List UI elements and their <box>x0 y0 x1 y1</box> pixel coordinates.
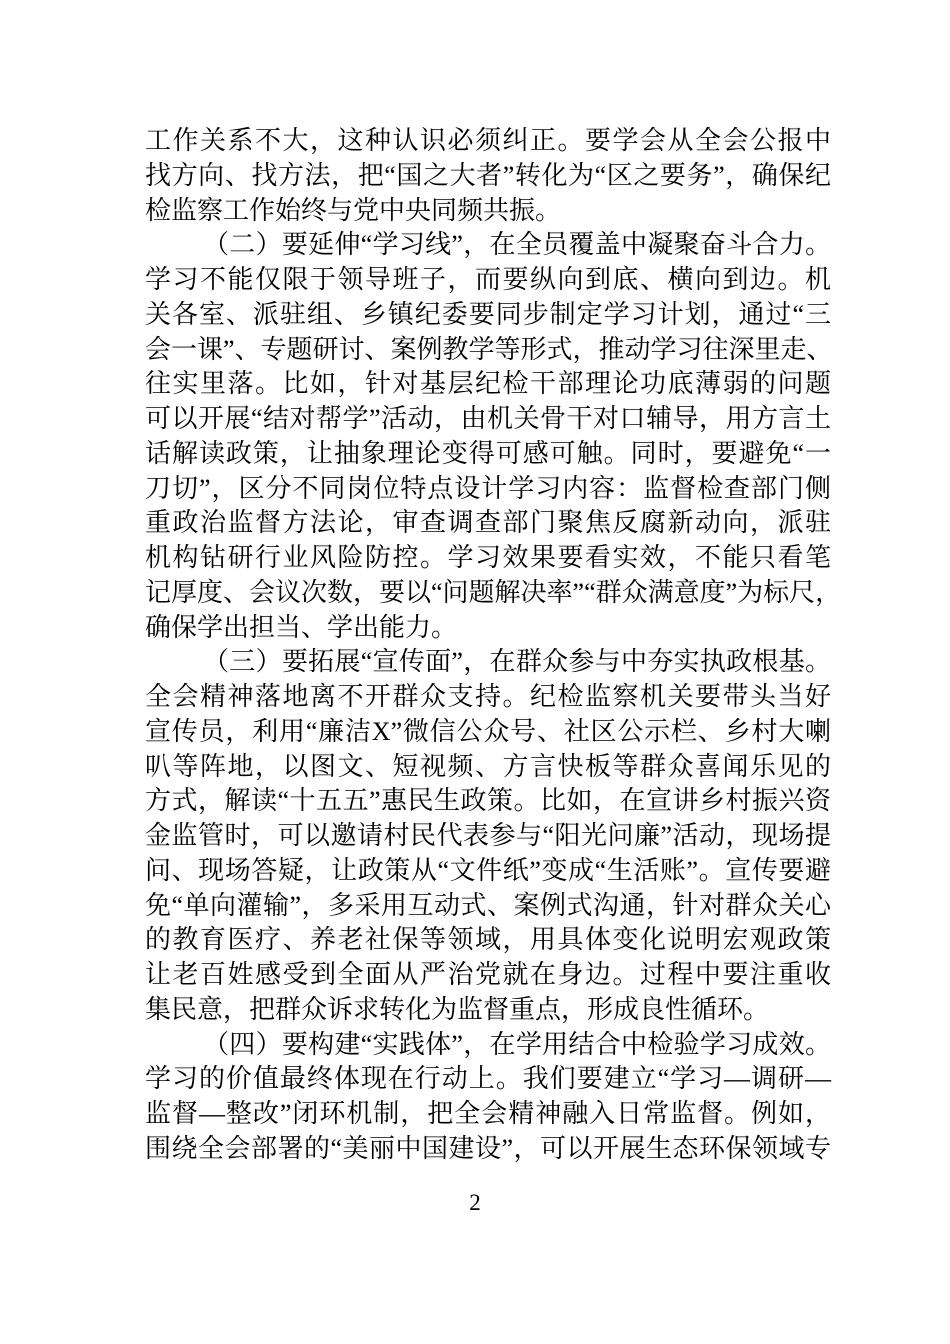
text-line: 集民意，把群众诉求转化为监督重点，形成良性循环。 <box>145 994 770 1024</box>
text-line: （四）要构建“实践体”，在学用结合中检验学习成效。 <box>203 1029 831 1059</box>
text-line: （三）要拓展“宣传面”，在群众参与中夯实执政根基。 <box>203 647 831 677</box>
text-line: 学习的价值最终体现在行动上。我们要建立“学习—调研— <box>145 1064 831 1094</box>
text-line: 免“单向灌输”，多采用互动式、案例式沟通，针对群众关心 <box>145 890 831 920</box>
text-line: 机构钻研行业风险防控。学习效果要看实效，不能只看笔 <box>145 543 831 572</box>
text-line: 话解读政策，让抽象理论变得可感可触。同时，要避免“一 <box>145 438 831 468</box>
text-line: 记厚度、会议次数，要以“问题解决率”“群众满意度”为标尺， <box>145 577 842 607</box>
page-number: 2 <box>469 1190 481 1215</box>
text-line: 关各室、派驻组、乡镇纪委要同步制定学习计划，通过“三 <box>145 299 831 329</box>
text-line: 问、现场答疑，让政策从“文件纸”变成“生活账”。宣传要避 <box>145 855 831 885</box>
document-body <box>145 124 842 1167</box>
text-line: 可以开展“结对帮学”活动，由机关骨干对口辅导，用方言土 <box>145 404 831 433</box>
text-line: 检监察工作始终与党中央同频共振。 <box>145 195 562 225</box>
text-line: 宣传员，利用“廉洁X”微信公众号、社区公示栏、乡村大喇 <box>145 716 831 746</box>
text-line: 监督—整改”闭环机制，把全会精神融入日常监督。例如， <box>145 1099 831 1128</box>
text-line: （二）要延伸“学习线”，在全员覆盖中凝聚奋斗合力。 <box>203 230 831 260</box>
text-line: 围绕全会部署的“美丽中国建设”，可以开展生态环保领域专 <box>145 1133 831 1163</box>
text-line: 会一课”、专题研讨、案例教学等形式，推动学习往深里走、 <box>145 334 833 364</box>
text-line: 确保学出担当、学出能力。 <box>145 612 458 642</box>
text-line: 刀切”，区分不同岗位特点设计学习内容：监督检查部门侧 <box>145 473 831 503</box>
text-line: 找方向、找方法，把“国之大者”转化为“区之要务”，确保纪 <box>145 160 831 190</box>
text-line: 全会精神落地离不开群众支持。纪检监察机关要带头当好 <box>145 682 831 711</box>
text-line: 让老百姓感受到全面从严治党就在身边。过程中要注重收 <box>145 960 831 989</box>
text-line: 往实里落。比如，针对基层纪检干部理论功底薄弱的问题 <box>145 369 831 399</box>
text-line: 金监管时，可以邀请村民代表参与“阳光问廉”活动，现场提 <box>145 821 831 850</box>
text-line: 的教育医疗、养老社保等领域，用具体变化说明宏观政策 <box>145 925 831 955</box>
text-line: 工作关系不大，这种认识必须纠正。要学会从全会公报中 <box>145 126 831 155</box>
text-line: 叭等阵地，以图文、短视频、方言快板等群众喜闻乐见的 <box>145 751 831 781</box>
text-line: 学习不能仅限于领导班子，而要纵向到底、横向到边。机 <box>145 265 831 294</box>
text-line: 重政治监督方法论，审查调查部门聚焦反腐新动向，派驻 <box>145 508 831 538</box>
text-line: 方式，解读“十五五”惠民生政策。比如，在宣讲乡村振兴资 <box>145 786 831 816</box>
